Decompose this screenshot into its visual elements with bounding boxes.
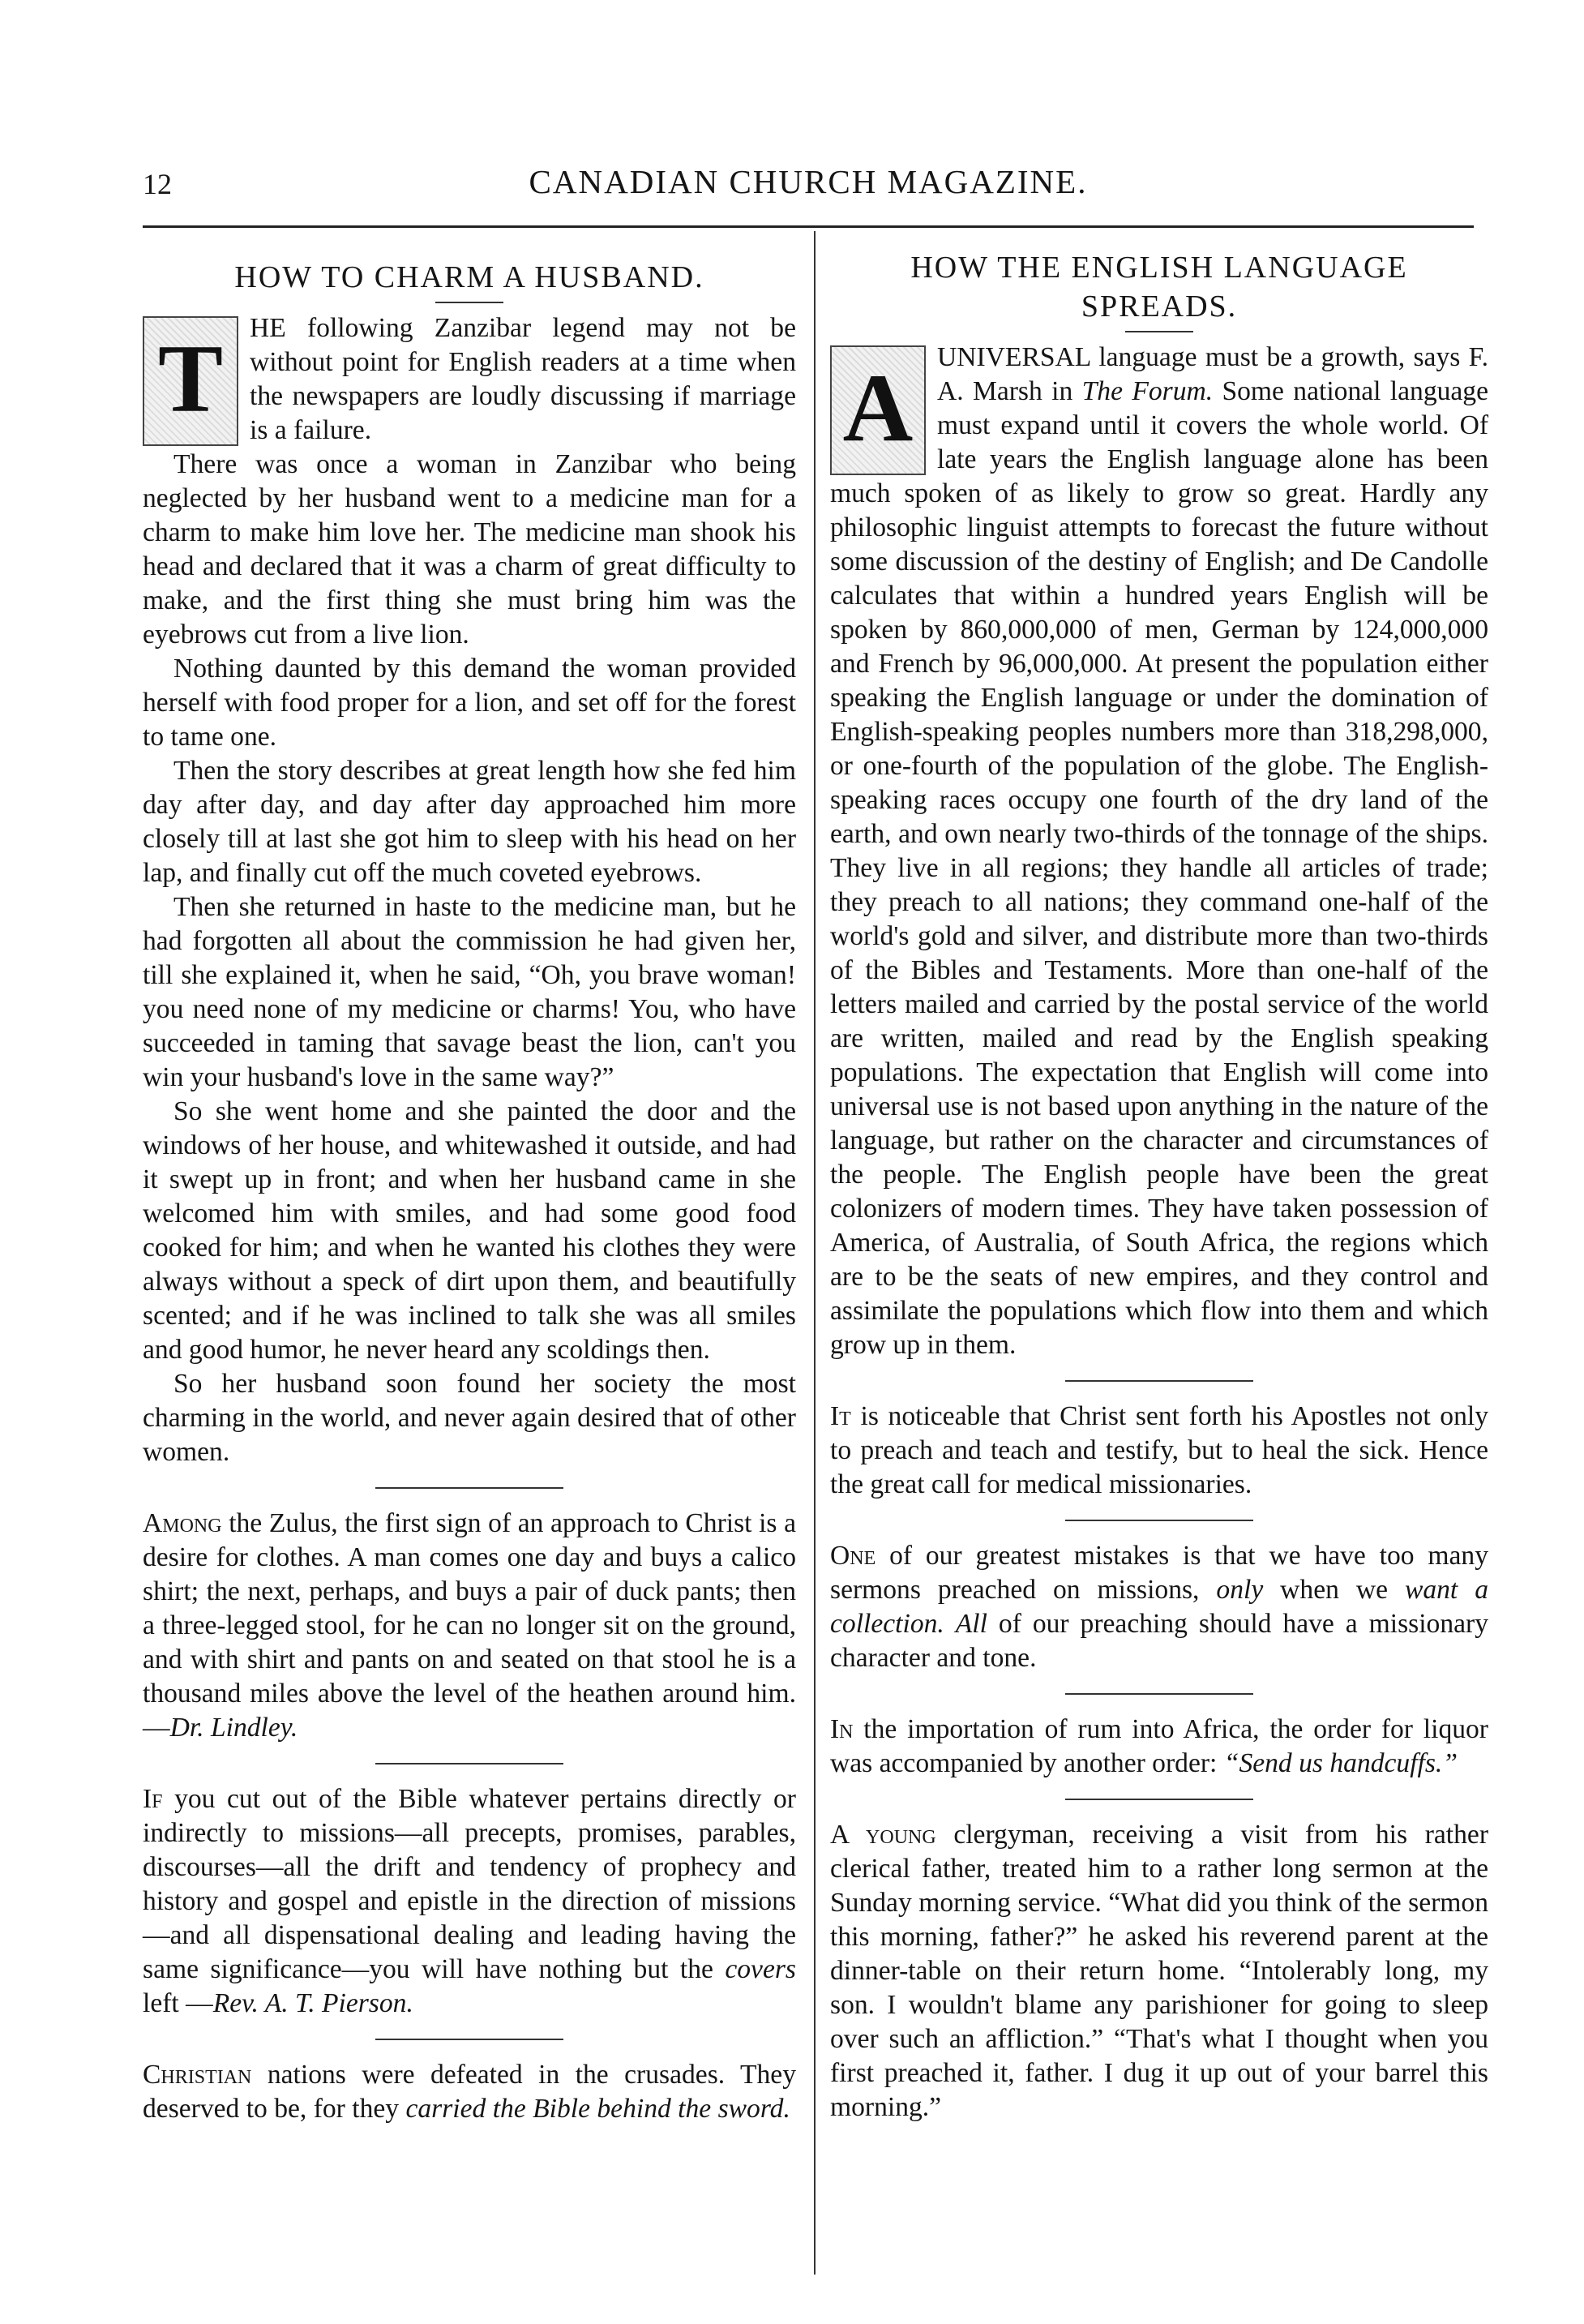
item-bible: [143, 1782, 796, 2021]
lead-word: A young: [830, 1820, 936, 1850]
paragraph-text: Some national language must expand until it covers the whole world. Of late years the English language alone has been much spoken of as likely to grow so great. Hardly any philosophic linguist attempts to forecast the future without some discussion of the destiny of English; and De Candolle calculates that within a hundred years English will be spoken by 860,000,000 of men, German by 124,000,000 and French by 96,000,000. At present the population either speaking the English language or under the domination of English-speaking peoples numbers more than 318,298,000, or one-fourth of the population of the globe. The English-speaking races occupy one fourth of the dry land of the earth, and own nearly two-thirds of the tonnage of the ships. They live in all regions; they handle all articles of trade; they preach to all nations; they command one-half of the world's gold and silver, and distribute more than two-thirds of the Bibles and Testaments. More than one-half of the letters mailed and carried by the postal service of the world are written, mailed and read by the English speaking populations. The expectation that English will come into universal use is not based upon anything in the nature of the language, but rather on the character and circumstances of the people. The English people have been the great colonizers of modern times. They have taken possession of America, of Australia, of South Africa, the regions which are to be the seats of new empires, and they control and assimilate the populations which flow into them and which grow up in them.: [830, 376, 1489, 1360]
item-mistakes: [830, 1539, 1488, 1675]
item-zulus: [143, 1507, 796, 1745]
article-title-charm: HOW TO CHARM A HUSBAND.: [234, 260, 704, 294]
title-rule: [435, 302, 503, 303]
lead-word: If: [143, 1784, 163, 1814]
article-charm: [143, 311, 796, 1469]
publication-name: The Forum.: [1081, 376, 1214, 406]
item-text: nations were defeated in the crusades. They deserved to be, for they: [143, 2060, 796, 2124]
right-column: [830, 235, 1488, 2125]
attribution: Dr. Lindley.: [169, 1713, 298, 1743]
emphasis: want a collection.: [830, 1575, 1488, 1639]
article-english: [830, 341, 1488, 1362]
ornamental-dropcap: A: [830, 345, 926, 475]
item-christ: [830, 1400, 1488, 1502]
paragraph: So her husband soon found her society the most charming in the world, and never again desired that of other women.: [143, 1369, 796, 1467]
item-text: of our greatest mistakes is that we have too many sermons preached on missions,: [830, 1541, 1488, 1605]
item-text: clergyman, receiving a visit from his rather clerical father, treated him to a rather long sermon at the Sunday morning service. “What did you think of the sermon this morning, father?” he asked his reverend parent at the dinner-table on their return home. “Intolerably long, my son. I wouldn't blame any parishioner for going to sleep over such an affliction.” “That's what I thought when you first preached it, father. I dug it up out of your barrel this morning.”: [830, 1820, 1488, 2122]
section-separator: [375, 2039, 563, 2040]
item-text: the Zulus, the first sign of an approach to Christ is a desire for clothes. A man comes one day and buys a calico shirt; the next, perhaps, and buys a pair of duck pants; then a three-legged stool, for he can no longer sit on the ground, and with shirt and pants on and seated on that stool he is a thousand miles above the level of the heathen around him.—: [143, 1508, 796, 1743]
emphasis: only: [1216, 1575, 1264, 1605]
lead-word: In: [830, 1714, 854, 1744]
item-text: [944, 1609, 956, 1639]
paragraph: [143, 311, 796, 448]
item-rum: [830, 1713, 1488, 1781]
page-header: [143, 162, 1474, 219]
section-separator: [1065, 1693, 1253, 1695]
section-separator: [1065, 1799, 1253, 1800]
column-divider: [814, 231, 816, 2275]
item-text: is noticeable that Christ sent forth his Apostles not only to preach and teach and testify, but to heal the sick. Hence the great call for medical missionaries.: [830, 1401, 1488, 1499]
section-separator: [1065, 1380, 1253, 1382]
paragraph: There was once a woman in Zanzibar who being neglected by her husband went to a medicine man for a charm to make him love her. The medicine man shook his head and declared that it was a charm of great difficulty to make, and the first thing she must bring him was the eyebrows cut from a live lion.: [143, 449, 796, 650]
left-column: [143, 235, 796, 2126]
paragraph-text: UNIVERSAL language must be a growth, says F. A. Marsh in: [937, 342, 1488, 406]
emphasis: carried the Bible behind the sword.: [405, 2094, 790, 2124]
section-separator: [1065, 1520, 1253, 1521]
paragraph: Then she returned in haste to the medicine man, but he had forgotten all about the commission he had given her, till she explained it, when he said, “Oh, you brave woman! you need none of my medicine or charms! You, who have succeeded in taming that savage beast the lion, can't you win your husband's love in the same way?”: [143, 892, 796, 1092]
lead-word: Among: [143, 1508, 222, 1538]
header-rule: [143, 225, 1474, 228]
section-separator: [375, 1487, 563, 1489]
item-text: you cut out of the Bible whatever pertains directly or indirectly to missions—all precepts, promises, parables, discourses—all the drift and tendency of prophecy and history and gospel and epistle in the direction of missions—and all dispensational dealing and leading having the same significance—you will have nothing but the: [143, 1784, 796, 1984]
paragraph-text: HE following Zanzibar legend may not be without point for English readers at a time when the newspapers are loudly discussing if marriage is a failure.: [250, 313, 796, 445]
item-clergyman: [830, 1818, 1488, 2125]
page-number: 12: [143, 168, 172, 200]
paragraph: Then the story describes at great length how she fed him day after day, and day after day approached him more closely till at last she got him to sleep with his head on her lap, and finally cut off the much coveted eyebrows.: [143, 756, 796, 888]
lead-word: It: [830, 1401, 851, 1431]
item-text: left —: [143, 1988, 213, 2018]
emphasis: covers: [725, 1954, 796, 1984]
item-text: when we: [1263, 1575, 1405, 1605]
magazine-title: CANADIAN CHURCH MAGAZINE.: [529, 163, 1088, 200]
emphasis: “Send us handcuffs.”: [1223, 1748, 1458, 1778]
lead-word: Christian: [143, 2060, 252, 2090]
item-text: of our preaching should have a missionary character and tone.: [830, 1609, 1488, 1673]
item-christian: [143, 2058, 796, 2126]
ornamental-dropcap: T: [143, 316, 238, 446]
lead-word: One: [830, 1541, 876, 1571]
emphasis: All: [955, 1609, 987, 1639]
section-separator: [375, 1763, 563, 1764]
paragraph: So she went home and she painted the door and the windows of her house, and whitewashed it outside, and had it swept up in front; and when her husband came in she welcomed him with smiles, and had some good food cooked for him; and when he wanted his clothes they were always without a speck of dirt upon them, and beautifully scented; and if he was inclined to talk she was all smiles and good humor, he never heard any scoldings then.: [143, 1096, 796, 1365]
item-text: the importation of rum into Africa, the order for liquor was accompanied by another order:: [830, 1714, 1488, 1778]
article-title-english: HOW THE ENGLISH LANGUAGE SPREADS.: [910, 251, 1408, 324]
paragraph: Nothing daunted by this demand the woman provided herself with food proper for a lion, and set off for the forest to tame one.: [143, 654, 796, 752]
attribution: Rev. A. T. Pierson.: [212, 1988, 413, 2018]
title-rule: [1125, 331, 1193, 332]
